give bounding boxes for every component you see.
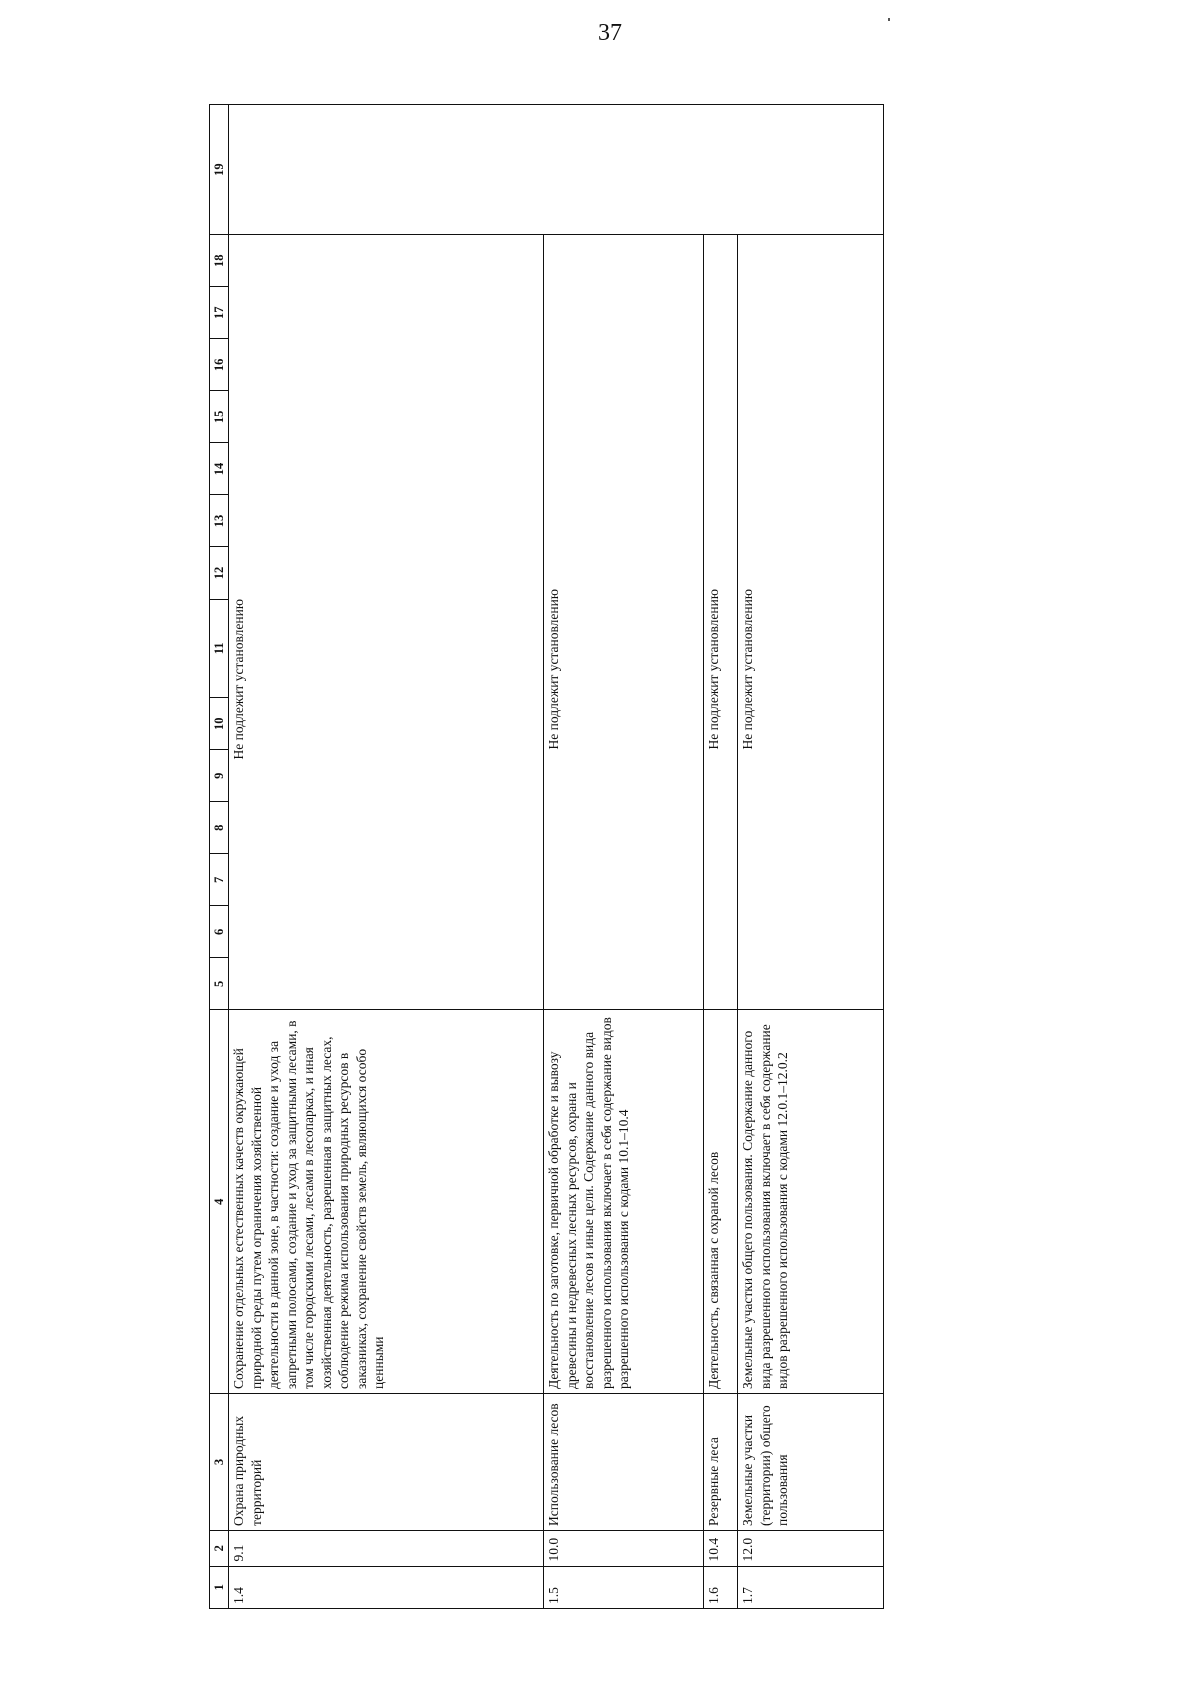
row-code: 9.1 (229, 1530, 544, 1566)
column-19-cell (229, 105, 884, 235)
row-description: Деятельность по заготовке, первичной обработке и вывозу древесины и недревесных лесных ресурсов, охрана и восстановление лесов и иные цели. Содержание данного вида разрешенного использования включает в себя содержание видов разрешенного использования с кодами 10.1–10.4 (544, 1010, 704, 1394)
header-cell: 14 (210, 443, 229, 495)
page-number: 37 (598, 20, 622, 46)
row-description: Деятельность, связанная с охраной лесов (704, 1010, 738, 1394)
row-name: Резервные леса (704, 1393, 738, 1530)
header-cell: 10 (210, 698, 229, 750)
row-number: 1.7 (738, 1566, 884, 1608)
header-cell: 8 (210, 802, 229, 854)
row-parameters: Не подлежит установлению (544, 235, 704, 1010)
header-cell: 11 (210, 599, 229, 698)
scan-speck (888, 18, 890, 21)
header-cell: 17 (210, 287, 229, 339)
header-cell: 1 (210, 1566, 229, 1608)
row-name: Охрана природных территорий (229, 1393, 544, 1530)
row-parameters: Не подлежит установлению (738, 235, 884, 1010)
row-name: Земельные участки (территории) общего пользования (738, 1393, 884, 1530)
row-code: 10.0 (544, 1530, 704, 1566)
header-cell: 19 (210, 105, 229, 235)
row-name: Использование лесов (544, 1393, 704, 1530)
header-cell: 16 (210, 339, 229, 391)
header-cell: 5 (210, 958, 229, 1010)
header-cell: 7 (210, 854, 229, 906)
row-code: 10.4 (704, 1530, 738, 1566)
header-cell: 4 (210, 1010, 229, 1394)
row-parameters: Не подлежит установлению (229, 235, 544, 1010)
row-number: 1.4 (229, 1566, 544, 1608)
header-cell: 9 (210, 750, 229, 802)
row-description: Сохранение отдельных естественных качеств окружающей природной среды путем ограничения хозяйственной деятельности в данной зоне, в частности: создание и уход за запретными полосами, создание и уход за защитными лесами, в том числе городскими лесами, лесами в лесопарках, и иная хозяйственная деятельность, разрешенная в защитных лесах, соблюдение режима использования природных ресурсов в заказниках, сохранение свойств земель, являющихся особо ценными (229, 1010, 544, 1394)
row-description: Земельные участки общего пользования. Содержание данного вида разрешенного использования включает в себя содержание видов разрешенного использования с кодами 12.0.1–12.0.2 (738, 1010, 884, 1394)
header-row (210, 105, 229, 1609)
rotated-table-frame (209, 104, 884, 1609)
table-row (229, 105, 544, 1609)
row-code: 12.0 (738, 1530, 884, 1566)
table-row (704, 105, 738, 1609)
row-number: 1.6 (704, 1566, 738, 1608)
header-cell: 12 (210, 547, 229, 599)
regulation-table (209, 104, 884, 1609)
header-cell: 13 (210, 495, 229, 547)
row-parameters: Не подлежит установлению (704, 235, 738, 1010)
header-cell: 2 (210, 1530, 229, 1566)
header-cell: 18 (210, 235, 229, 287)
header-cell: 6 (210, 906, 229, 958)
header-cell: 15 (210, 391, 229, 443)
header-cell: 3 (210, 1393, 229, 1530)
table-row (544, 105, 704, 1609)
table-row (738, 105, 884, 1609)
row-number: 1.5 (544, 1566, 704, 1608)
